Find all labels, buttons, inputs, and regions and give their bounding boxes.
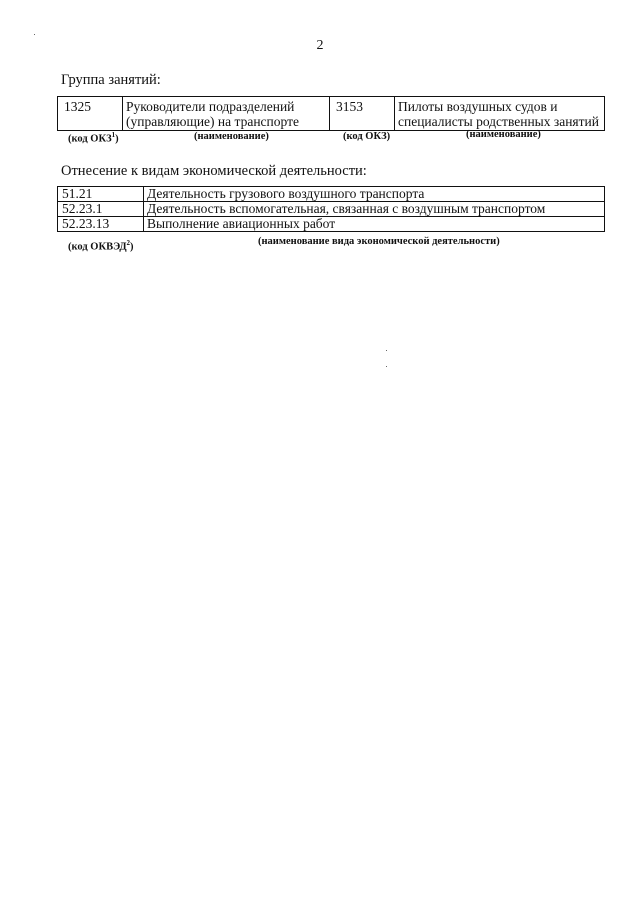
okz-name-line: Руководители подразделений bbox=[126, 99, 295, 114]
occupation-group-table bbox=[57, 96, 605, 131]
economic-activity-heading: Отнесение к видам экономической деятельности: bbox=[61, 163, 367, 179]
okz-name-line: специалисты родственных занятий bbox=[398, 114, 599, 129]
page-number: 2 bbox=[316, 38, 324, 53]
okz-code-cell: 1325 bbox=[58, 97, 123, 131]
okved-code-cell: 52.23.13 bbox=[58, 217, 144, 232]
scan-speck bbox=[386, 366, 387, 367]
okz-name-cell bbox=[123, 97, 330, 131]
economic-activity-table bbox=[57, 186, 605, 232]
table-row bbox=[58, 187, 605, 202]
scan-speck bbox=[34, 34, 35, 35]
okved-code-cell: 51.21 bbox=[58, 187, 144, 202]
okz-name-cell bbox=[395, 97, 605, 131]
okved-name-cell: Деятельность вспомогательная, связанная с воздушным транспортом bbox=[144, 202, 605, 217]
occupation-group-heading: Группа занятий: bbox=[61, 72, 161, 88]
okz-name-caption: (наименование) bbox=[194, 131, 269, 142]
okved-code-cell: 52.23.1 bbox=[58, 202, 144, 217]
okz-code-cell: 3153 bbox=[330, 97, 395, 131]
okz-code-caption-2: (код ОКЗ) bbox=[343, 131, 391, 142]
okz-code-caption: (код ОКЗ$^1$) bbox=[68, 131, 119, 145]
table-row bbox=[58, 202, 605, 217]
table-row bbox=[58, 97, 605, 131]
scan-speck bbox=[386, 350, 387, 351]
table-row bbox=[58, 217, 605, 232]
okved-name-cell: Деятельность грузового воздушного транспорта bbox=[144, 187, 605, 202]
okz-name-line: (управляющие) на транспорте bbox=[126, 114, 299, 129]
okz-name-caption-2: (наименование) bbox=[466, 129, 541, 140]
okved-name-caption: (наименование вида экономической деятельности) bbox=[258, 236, 500, 247]
okved-name-cell: Выполнение авиационных работ bbox=[144, 217, 605, 232]
okz-name-line: Пилоты воздушных судов и bbox=[398, 99, 558, 114]
okved-code-caption: (код ОКВЭД$^2$) bbox=[68, 239, 134, 253]
